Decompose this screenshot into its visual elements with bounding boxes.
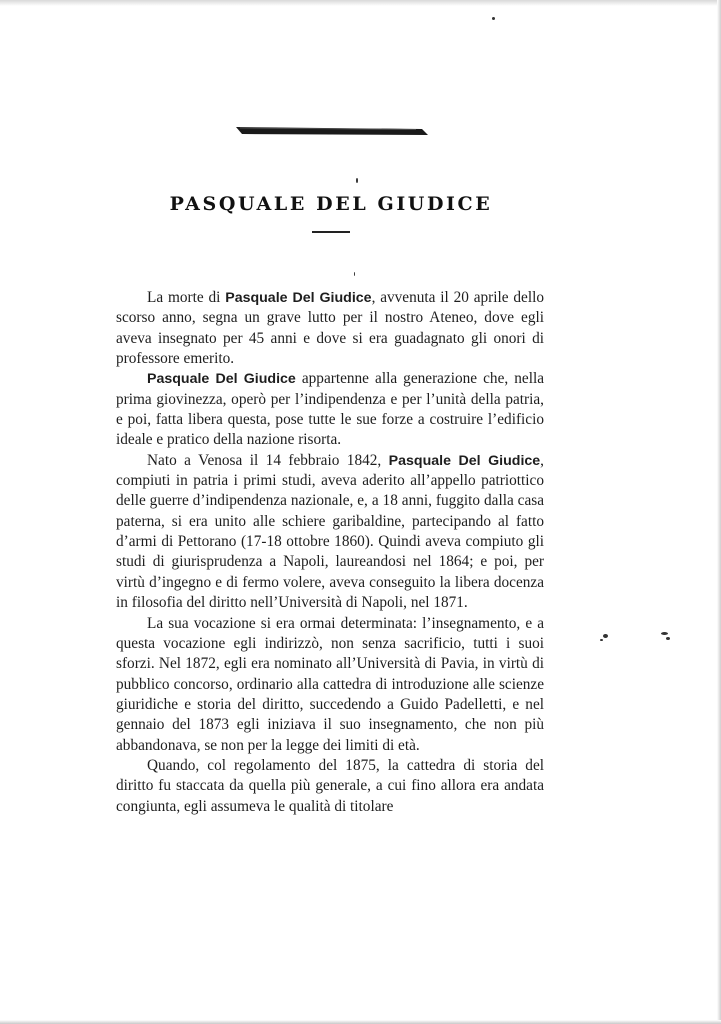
scan-edge-top [0,0,721,6]
person-name: Pasquale Del Giudice [388,452,541,469]
paragraph [116,369,544,450]
paragraph [116,614,544,756]
scan-speck [666,637,670,640]
scan-edge-bottom [0,1020,721,1024]
paragraph [116,451,544,614]
scan-speck [356,178,358,183]
text-run: Quando, col regolamento del 1875, la cattedra di storia del diritto fu staccata da quella più generale, a cui fino allora era andata congiunta, egli assumeva le qualità di titolare [116,756,544,815]
paragraph [116,288,544,369]
text-run: , compiuti in patria i primi studi, aveva aderito all’appello patriottico delle guerre d’indipendenza nazionale, e, a 18 anni, fuggito dalla casa paterna, si era unito alle schiere garibaldine, partecipando al fatto d’armi di Pettorano (17-18 ottobre 1860). Quindi aveva compiuto gli studi di giurisprudenza a Napoli, laureandosi nel 1864; e poi, per virtù d’ingegno e di fermo volere, aveva conseguito la libera docenza in filosofia del diritto nell’Università di Napoli, nel 1871. [116,451,544,612]
scan-speck [492,17,495,20]
scan-edge-right [717,0,721,1024]
page-title: PASQUALE DEL GIUDICE [169,193,493,215]
text-run: La morte di [147,289,226,306]
paragraph [116,756,544,817]
scan-speck [603,634,608,638]
text-run: , avvenuta il 20 aprile dello scorso anno, segna un grave lutto per il nostro Ateneo, dove egli aveva insegnato per 45 anni e dove si era guadagnato gli onori di professore emerito. [116,289,544,368]
text-run: Nato a Venosa il 14 febbraio 1842, [147,451,389,469]
header-ornament [236,125,428,137]
person-name: Pasquale Del Giudice [147,371,296,388]
body-text [116,288,544,817]
scan-speck [600,639,603,641]
title-divider [312,231,350,233]
text-run: appartenne alla generazione che, nella prima giovinezza, operò per l’indipendenza e per l’unità della patria, e poi, fatta libera questa, pose tutte le sue forze a costruire l’edificio ideale e pratico della nazione risorta. [116,370,544,449]
text-run: La sua vocazione si era ormai determinata: l’insegnamento, e a questa vocazione egli indirizzò, non senza sacrificio, tutti i suoi sforzi. Nel 1872, egli era nominato all’Università di Pavia, in virtù di pubblico concorso, ordinario alla cattedra di introduzione alle scienze giuridiche e storia del diritto, succedendo a Guido Padelletti, e nel gennaio del 1873 egli iniziava il suo insegnamento, che non più abbandonava, se non per la legge dei limiti di età. [116,614,544,754]
scan-speck [354,272,355,276]
person-name: Pasquale Del Giudice [225,290,372,306]
scan-speck [661,632,668,635]
